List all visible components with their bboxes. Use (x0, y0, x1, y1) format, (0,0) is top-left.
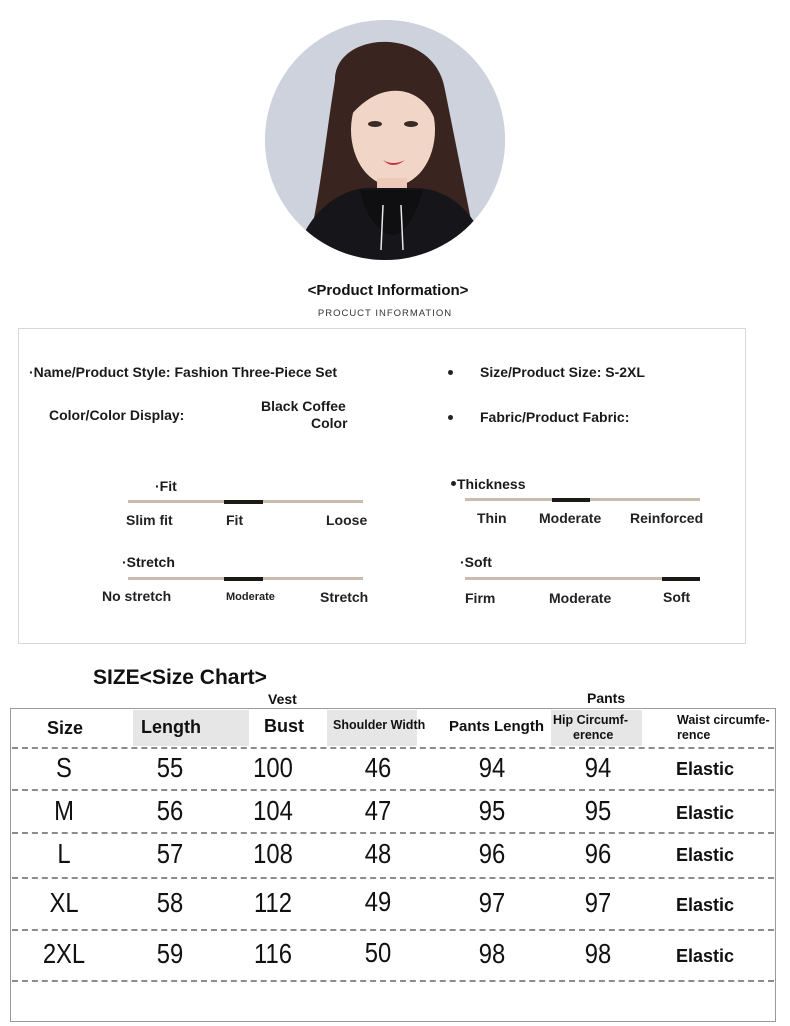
product-size-label: Size/Product Size: S-2XL (480, 364, 645, 380)
thickness-tick-reinforced: Reinforced (630, 510, 704, 526)
color-label: Color/Color Display: (49, 407, 185, 423)
fit-tick-loose: Loose (326, 512, 368, 528)
cell-length: 56 (156, 795, 184, 826)
header-bust: Bust (264, 716, 304, 736)
cell-shoulder: 50 (364, 937, 392, 968)
cell-size: L (57, 838, 71, 869)
fit-scale-marker (224, 500, 263, 504)
cell-hip: 97 (584, 887, 612, 918)
product-info-subtitle: PROCUCT INFORMATION (317, 308, 453, 319)
cell-waist: Elastic (676, 845, 735, 865)
cell-hip: 98 (584, 938, 612, 969)
row-divider (12, 789, 774, 791)
model-portrait (265, 20, 505, 260)
cell-bust: 112 (254, 887, 292, 918)
cell-length: 58 (156, 887, 184, 918)
stretch-tick-moderate: Moderate (226, 591, 275, 603)
color-value-line2: Color (311, 415, 348, 431)
fit-scale-title: ·Fit (155, 478, 177, 494)
cell-length: 59 (156, 938, 184, 969)
row-divider (12, 877, 774, 879)
pants-group-label: Pants (587, 690, 626, 706)
bullet-dot (448, 370, 453, 375)
header-shoulder-width: Shoulder Width (333, 718, 426, 732)
stretch-tick-stretch: Stretch (320, 589, 369, 605)
cell-waist: Elastic (676, 803, 735, 823)
soft-tick-firm: Firm (465, 590, 496, 606)
header-waist-line1: Waist circumfe- (677, 713, 770, 727)
cell-hip: 96 (584, 838, 612, 869)
vest-group-label: Vest (268, 691, 297, 707)
header-hip-line1: Hip Circumf- (553, 713, 628, 727)
cell-pants-length: 97 (478, 887, 506, 918)
cell-bust: 100 (253, 752, 293, 783)
header-pants-length: Pants Length (449, 718, 545, 735)
cell-bust: 116 (254, 938, 292, 969)
cell-pants-length: 95 (478, 795, 506, 826)
row-divider (12, 832, 774, 834)
cell-pants-length: 94 (478, 752, 506, 783)
cell-size: XL (49, 887, 79, 918)
cell-waist: Elastic (676, 759, 735, 779)
cell-size: M (54, 795, 74, 826)
header-size: Size (47, 718, 84, 738)
thickness-scale-title: Thickness (457, 476, 526, 492)
bullet-dot (448, 415, 453, 420)
thickness-tick-moderate: Moderate (539, 510, 602, 526)
header-hip-line2: erence (573, 728, 614, 742)
cell-pants-length: 96 (478, 838, 506, 869)
cell-waist: Elastic (676, 946, 735, 966)
cell-hip: 95 (584, 795, 612, 826)
row-divider (12, 980, 774, 982)
cell-length: 57 (156, 838, 184, 869)
cell-waist: Elastic (676, 895, 735, 915)
cell-size: S (56, 752, 72, 783)
cell-shoulder: 46 (364, 752, 392, 783)
fit-tick-fit: Fit (226, 512, 244, 528)
cell-size: 2XL (42, 938, 86, 969)
product-style-label: ·Name/Product Style: Fashion Three-Piece Set (29, 364, 338, 380)
stretch-scale-title: ·Stretch (122, 554, 175, 570)
bullet-dot (451, 481, 456, 486)
thickness-tick-thin: Thin (477, 510, 507, 526)
soft-scale-title: ·Soft (460, 554, 492, 570)
thickness-scale-marker (552, 498, 590, 502)
cell-bust: 104 (253, 795, 293, 826)
product-info-title: <Product Information> (307, 282, 469, 299)
soft-scale-marker (662, 577, 700, 581)
fit-tick-slim: Slim fit (126, 512, 173, 528)
fabric-label: Fabric/Product Fabric: (480, 409, 630, 425)
cell-shoulder: 48 (364, 838, 392, 869)
color-value-line1: Black Coffee (261, 398, 346, 414)
soft-tick-soft: Soft (663, 589, 691, 605)
row-divider (12, 929, 774, 931)
header-length: Length (141, 717, 201, 737)
row-divider (12, 747, 774, 749)
stretch-tick-none: No stretch (102, 588, 172, 604)
cell-pants-length: 98 (478, 938, 506, 969)
cell-shoulder: 47 (364, 795, 392, 826)
soft-tick-moderate: Moderate (549, 590, 612, 606)
cell-length: 55 (156, 752, 184, 783)
cell-hip: 94 (584, 752, 612, 783)
stretch-scale-marker (224, 577, 263, 581)
size-chart-title: SIZE<Size Chart> (93, 666, 267, 689)
cell-shoulder: 49 (364, 886, 392, 917)
cell-bust: 108 (253, 838, 293, 869)
header-waist-line2: rence (677, 728, 711, 742)
